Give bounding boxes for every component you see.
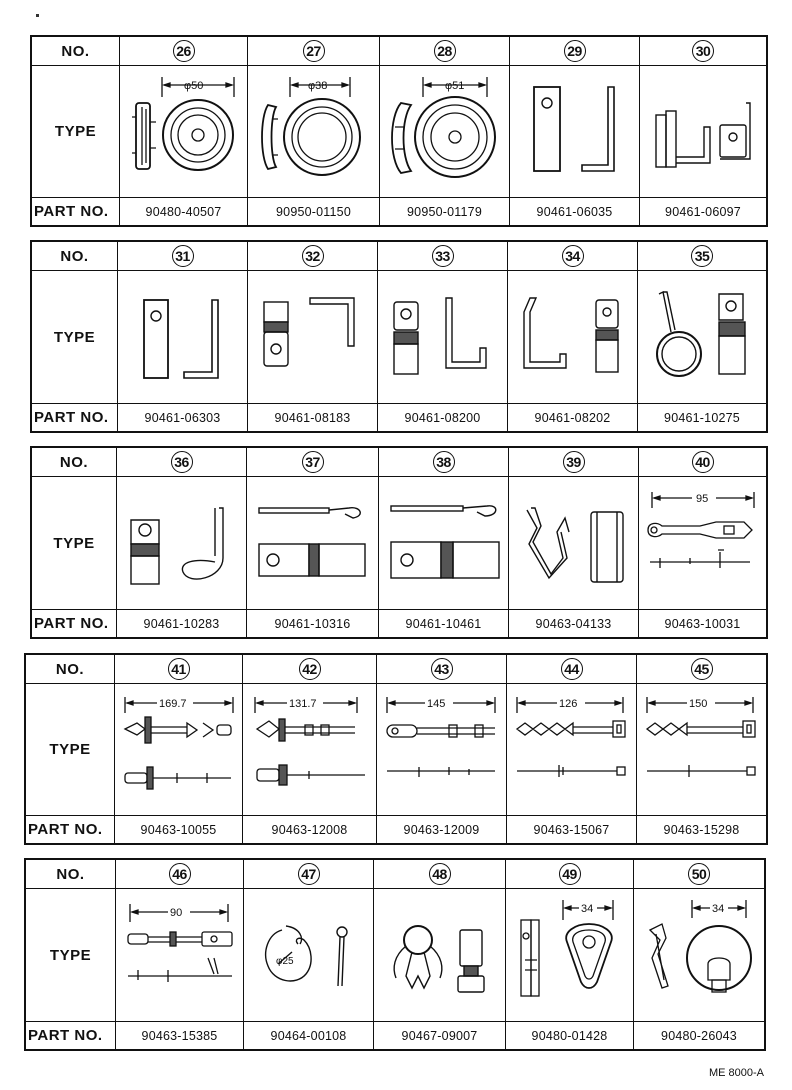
part-no-label: PART NO.	[32, 610, 117, 637]
cable-tie-drawing	[507, 684, 637, 816]
item-number: 48	[374, 860, 506, 889]
svg-text:169.7: 169.7	[158, 697, 187, 710]
clamp-drawing	[510, 66, 640, 198]
part-number: 90461-08202	[508, 404, 638, 431]
part-number: 90463-15067	[507, 816, 637, 843]
part-number: 90461-10283	[117, 610, 247, 637]
part-number: 90464-00108	[244, 1022, 374, 1049]
clamp-drawing	[248, 271, 378, 404]
clip-drawing	[374, 889, 506, 1022]
item-number: 31	[118, 242, 248, 271]
svg-text:φ51: φ51	[444, 79, 464, 92]
item-number: 49	[506, 860, 634, 889]
clamp-drawing	[638, 271, 766, 404]
svg-text:131.7: 131.7	[288, 697, 317, 710]
type-label: TYPE	[32, 66, 120, 198]
part-number: 90461-10316	[247, 610, 379, 637]
svg-text:150: 150	[688, 697, 707, 710]
clamp-drawing	[379, 477, 509, 610]
svg-text:φ50: φ50	[183, 79, 203, 92]
type-label: TYPE	[26, 889, 116, 1022]
svg-text:126: 126	[558, 697, 577, 710]
part-number: 90463-12009	[377, 816, 507, 843]
clip-drawing	[509, 477, 639, 610]
item-number: 34	[508, 242, 638, 271]
no-label: NO.	[26, 860, 116, 889]
part-no-label: PART NO.	[26, 816, 115, 843]
no-label: NO.	[26, 655, 115, 684]
part-no-label: PART NO.	[26, 1022, 116, 1049]
type-label: TYPE	[32, 271, 118, 404]
item-number: 42	[243, 655, 377, 684]
part-number: 90461-06035	[510, 198, 640, 225]
part-number: 90461-06097	[665, 204, 741, 219]
part-number: 90463-12008	[243, 816, 377, 843]
item-number: 46	[116, 860, 244, 889]
clamp-drawing	[118, 271, 248, 404]
part-number: 90463-15385	[116, 1022, 244, 1049]
parts-table-1	[30, 35, 768, 227]
item-number: 32	[248, 242, 378, 271]
clamp-drawing	[634, 889, 764, 1022]
cable-tie-drawing	[115, 684, 243, 816]
parts-table-4	[24, 653, 768, 845]
part-number: 90463-10031	[664, 616, 741, 631]
part-number: 90467-09007	[374, 1022, 506, 1049]
part-number: 90950-01150	[248, 198, 380, 225]
part-number: 90461-08183	[248, 404, 378, 431]
grommet-drawing	[380, 66, 510, 198]
grommet-drawing	[120, 66, 248, 198]
parts-table-2	[30, 240, 768, 433]
no-label: NO.	[32, 242, 118, 271]
item-number: 29	[510, 37, 640, 66]
part-number: 90461-10275	[664, 410, 740, 425]
part-number: 90463-15298	[663, 822, 740, 837]
no-label: NO.	[32, 448, 117, 477]
part-number: 90480-01428	[506, 1022, 634, 1049]
item-number: 41	[115, 655, 243, 684]
part-number: 90461-10461	[379, 610, 509, 637]
document-code: ME 8000-A	[708, 1067, 764, 1079]
part-number: 90950-01179	[380, 198, 510, 225]
item-number: 43	[377, 655, 507, 684]
item-number: 30	[640, 37, 766, 66]
grommet-drawing	[248, 66, 380, 198]
part-no-label: PART NO.	[32, 404, 118, 431]
svg-text:90: 90	[169, 907, 182, 919]
part-number: 90480-40507	[120, 198, 248, 225]
clip-drawing	[244, 889, 374, 1022]
part-no-label: PART NO.	[32, 198, 120, 225]
svg-text:φ38: φ38	[307, 79, 327, 92]
cable-tie-drawing	[116, 889, 244, 1022]
item-number: 27	[248, 37, 380, 66]
scan-mark	[36, 14, 39, 17]
item-number: 44	[507, 655, 637, 684]
no-label: NO.	[32, 37, 120, 66]
clamp-drawing	[247, 477, 379, 610]
item-number: 33	[378, 242, 508, 271]
part-number: 90463-04133	[509, 610, 639, 637]
part-number: 90461-06303	[118, 404, 248, 431]
item-number: 26	[120, 37, 248, 66]
type-label: TYPE	[32, 477, 117, 610]
parts-table-5	[24, 858, 766, 1051]
clamp-drawing	[117, 477, 247, 610]
svg-text:95: 95	[695, 493, 708, 505]
cable-tie-drawing	[377, 684, 507, 816]
type-label: TYPE	[26, 684, 115, 816]
part-number: 90461-08200	[378, 404, 508, 431]
cable-tie-drawing	[637, 684, 766, 816]
cable-tie-drawing	[639, 477, 766, 610]
svg-text:φ25: φ25	[275, 956, 294, 967]
part-number: 90480-26043	[661, 1028, 737, 1043]
item-number: 50	[634, 860, 764, 889]
svg-text:145: 145	[426, 697, 445, 710]
item-number: 45	[637, 655, 766, 684]
item-number: 38	[379, 448, 509, 477]
svg-text:34: 34	[712, 903, 725, 915]
item-number: 35	[638, 242, 766, 271]
clamp-drawing	[508, 271, 638, 404]
clamp-drawing	[640, 66, 766, 198]
svg-text:34: 34	[580, 903, 593, 915]
item-number: 37	[247, 448, 379, 477]
parts-table-3	[30, 446, 768, 639]
cable-tie-drawing	[243, 684, 377, 816]
item-number: 47	[244, 860, 374, 889]
clamp-drawing	[378, 271, 508, 404]
item-number: 40	[639, 448, 766, 477]
part-number: 90463-10055	[115, 816, 243, 843]
item-number: 39	[509, 448, 639, 477]
clamp-drawing	[506, 889, 634, 1022]
item-number: 28	[380, 37, 510, 66]
item-number: 36	[117, 448, 247, 477]
